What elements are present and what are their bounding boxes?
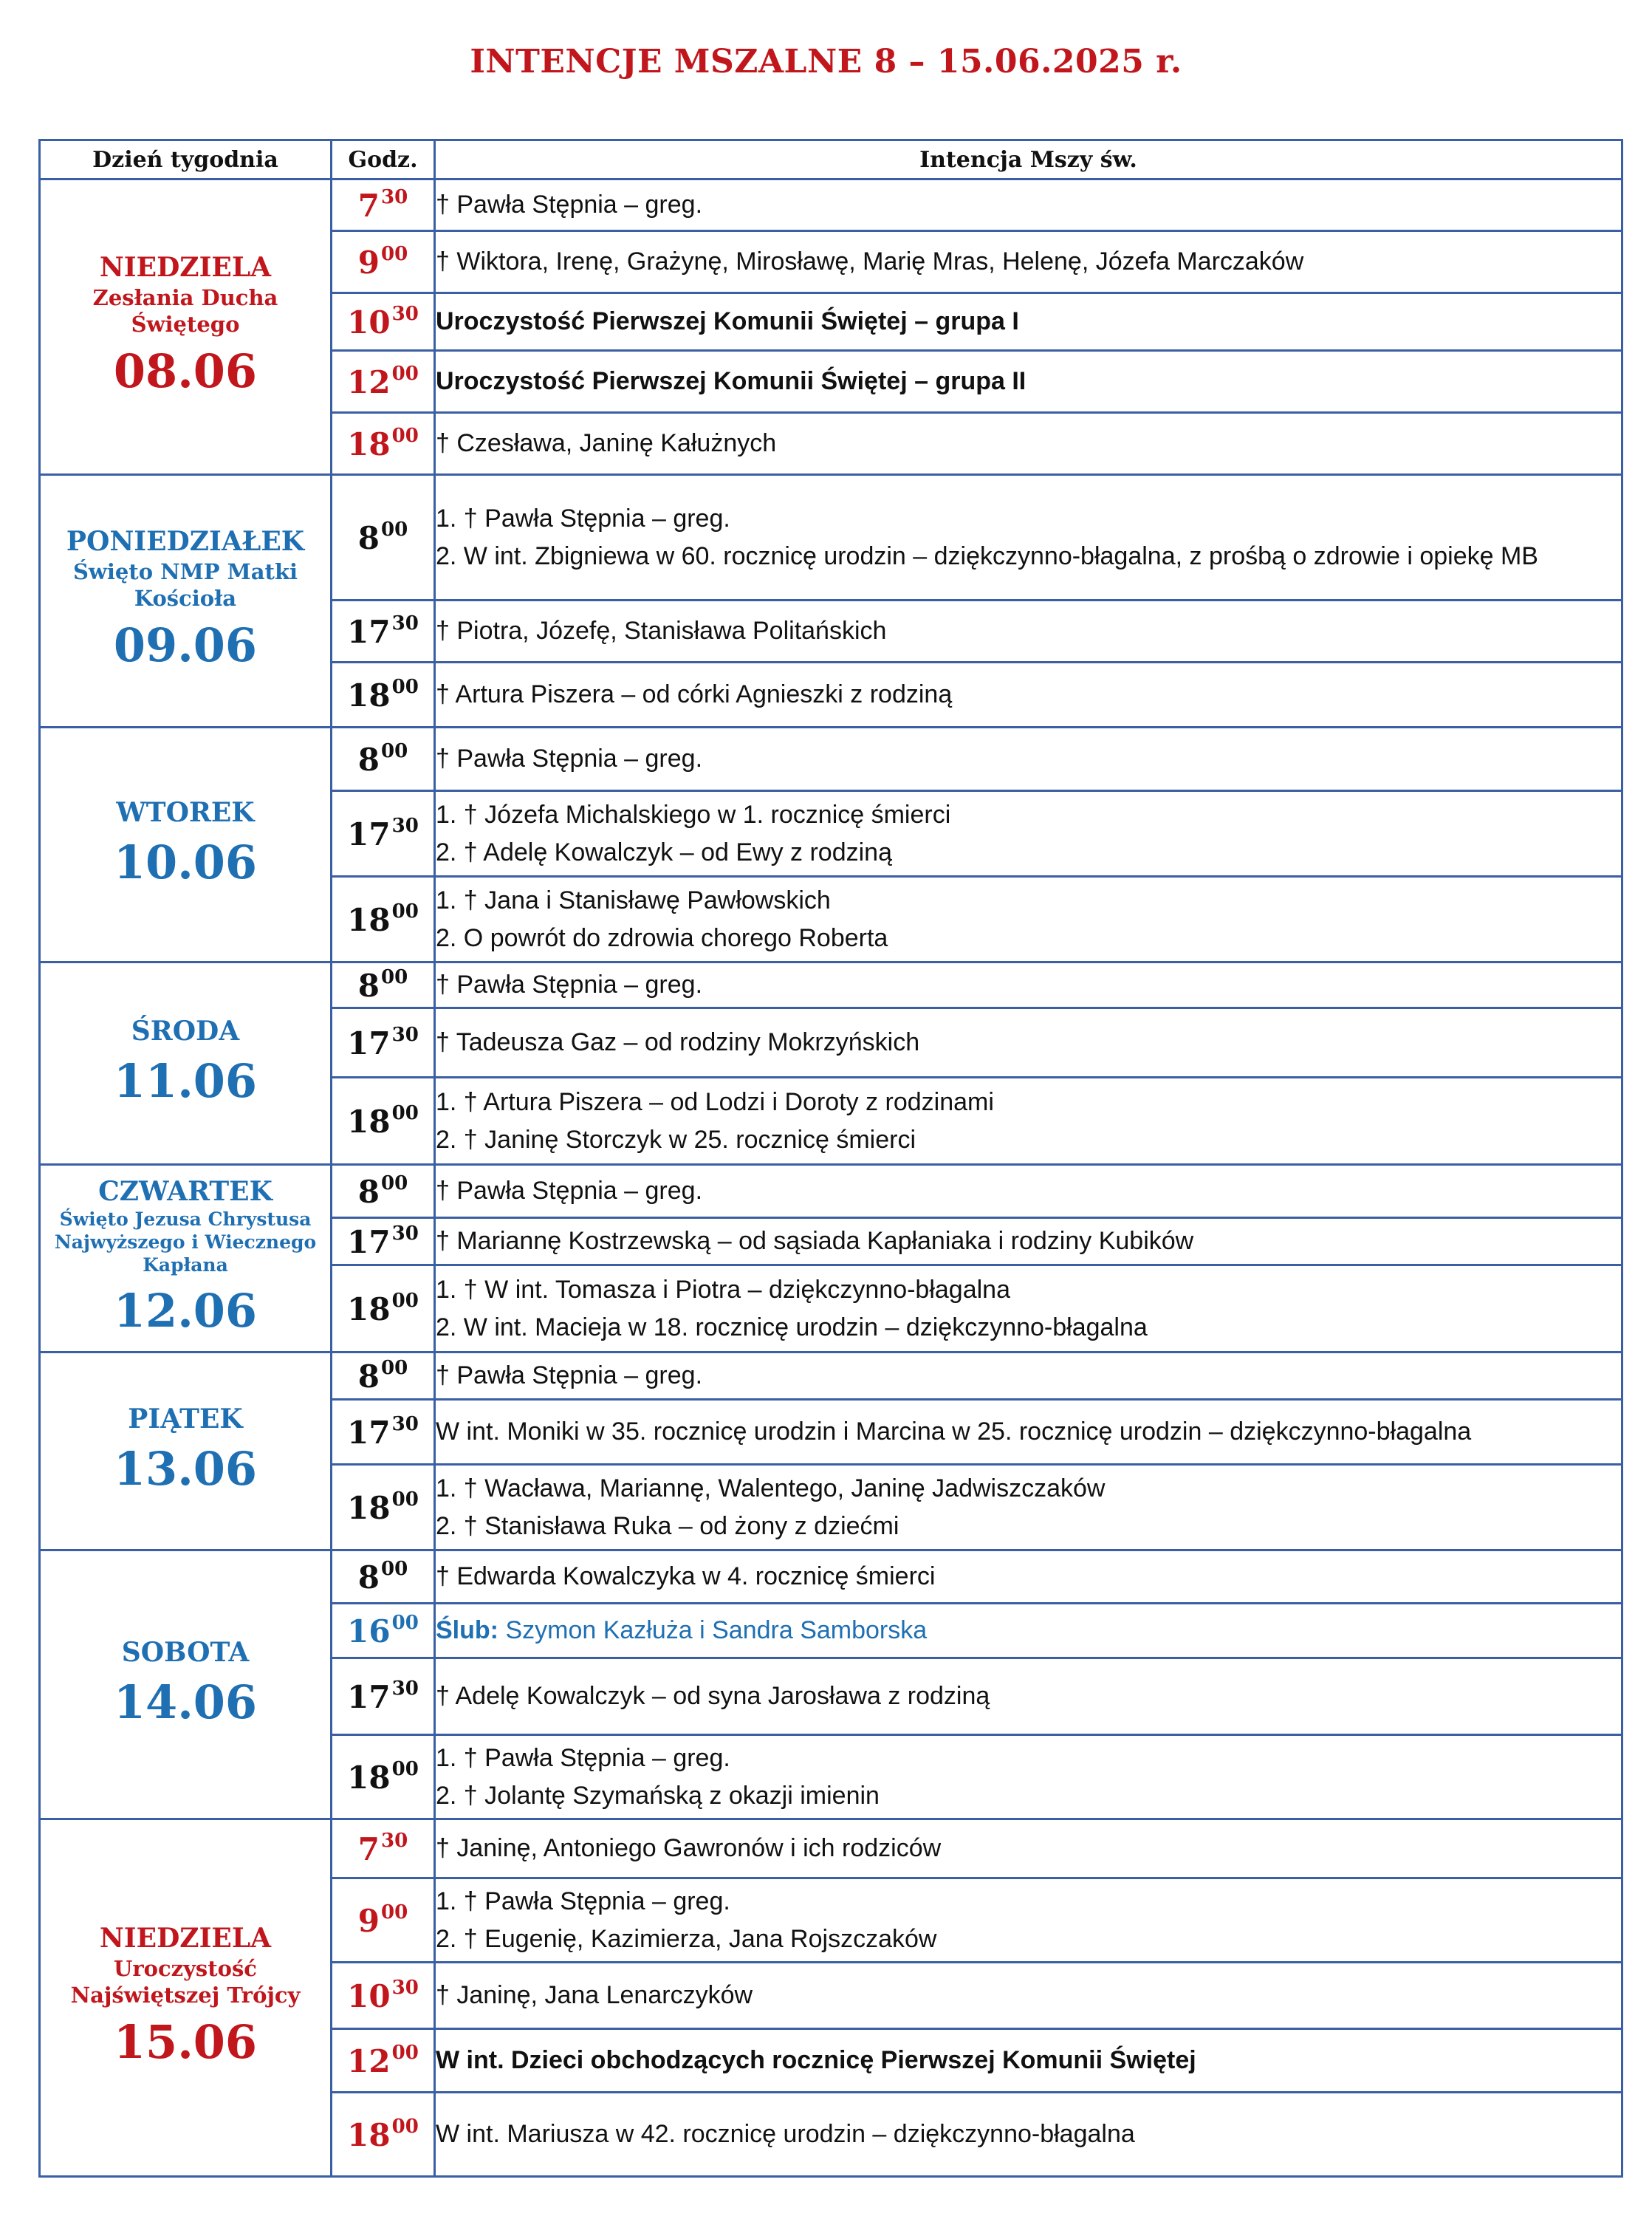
mass-time bbox=[332, 1078, 435, 1165]
mass-hour: 17 bbox=[347, 1224, 391, 1260]
mass-hour: 18 bbox=[347, 1291, 391, 1327]
mass-minute: 00 bbox=[391, 2042, 419, 2064]
mass-time bbox=[332, 1963, 435, 2029]
mass-intention bbox=[435, 179, 1622, 231]
day-cell bbox=[40, 179, 332, 475]
day-date: 13.06 bbox=[113, 1441, 258, 1496]
intention-line: † Janinę, Antoniego Gawronów i ich rodziców bbox=[436, 1834, 942, 1862]
mass-hour: 7 bbox=[357, 188, 380, 224]
intention-line: 1. † Pawła Stępnia – greg. bbox=[436, 1743, 730, 1772]
mass-minute: 30 bbox=[391, 815, 419, 837]
intention-line: 1. † Pawła Stępnia – greg. bbox=[436, 504, 730, 533]
mass-hour: 8 bbox=[357, 968, 380, 1004]
header-time: Godz. bbox=[332, 140, 435, 179]
intention-line: Uroczystość Pierwszej Komunii Świętej – grupa I bbox=[436, 307, 1019, 335]
day-cell bbox=[40, 1550, 332, 1819]
mass-minute: 00 bbox=[381, 1558, 408, 1580]
intention-line: † Mariannę Kostrzewską – od sąsiada Kapłaniaka i rodziny Kubików bbox=[436, 1227, 1194, 1255]
intention-line: 1. † Artura Piszera – od Lodzi i Doroty z rodzinami bbox=[436, 1087, 994, 1116]
mass-minute: 00 bbox=[391, 2116, 419, 2138]
mass-time bbox=[332, 962, 435, 1008]
mass-hour: 18 bbox=[347, 2117, 391, 2153]
mass-time bbox=[332, 1352, 435, 1400]
mass-hour: 17 bbox=[347, 1415, 391, 1451]
mass-row bbox=[40, 475, 1622, 601]
mass-hour: 8 bbox=[357, 520, 380, 556]
mass-minute: 00 bbox=[381, 1172, 408, 1194]
mass-time bbox=[332, 351, 435, 413]
mass-time bbox=[332, 1400, 435, 1465]
mass-intention bbox=[435, 1465, 1622, 1550]
intention-line: W int. Moniki w 35. rocznicę urodzin i Marcina w 25. rocznicę urodzin – dziękczynno-błagalna bbox=[436, 1418, 1472, 1446]
page-title bbox=[0, 43, 1652, 81]
mass-time bbox=[332, 1265, 435, 1352]
mass-time bbox=[332, 728, 435, 791]
mass-row bbox=[40, 179, 1622, 231]
intention-line: † Czesława, Janinę Kałużnych bbox=[436, 429, 777, 457]
day-feast: Najwyższego i Wiecznego bbox=[54, 1231, 317, 1254]
intention-line: 1. † Wacława, Mariannę, Walentego, Janinę Jadwiszczaków bbox=[436, 1474, 1106, 1502]
mass-time bbox=[332, 663, 435, 728]
day-date: 15.06 bbox=[113, 2015, 258, 2070]
day-name: SOBOTA bbox=[121, 1636, 250, 1668]
mass-row bbox=[40, 1819, 1622, 1878]
day-feast: Kapłana bbox=[143, 1254, 228, 1276]
mass-intention bbox=[435, 877, 1622, 962]
mass-minute: 00 bbox=[391, 363, 419, 385]
mass-minute: 30 bbox=[381, 186, 408, 208]
day-date: 11.06 bbox=[113, 1053, 258, 1108]
wedding-names: Szymon Kazłuża i Sandra Samborska bbox=[505, 1616, 928, 1644]
mass-time bbox=[332, 877, 435, 962]
intention-line: 2. W int. Zbigniewa w 60. rocznicę urodzin – dziękczynno-błagalna, z prośbą o zdrowie i opiekę MB bbox=[436, 541, 1538, 570]
day-name: WTOREK bbox=[116, 796, 255, 828]
mass-time bbox=[332, 791, 435, 877]
intention-line: Uroczystość Pierwszej Komunii Świętej – grupa II bbox=[436, 367, 1026, 395]
day-cell bbox=[40, 728, 332, 962]
mass-intention bbox=[435, 2029, 1622, 2093]
mass-minute: 00 bbox=[391, 1612, 419, 1634]
intention-line: † Pawła Stępnia – greg. bbox=[436, 745, 703, 773]
intention-line: † Janinę, Jana Lenarczyków bbox=[436, 1981, 753, 2009]
day-date: 09.06 bbox=[113, 618, 258, 673]
mass-intention bbox=[435, 1878, 1622, 1963]
mass-hour: 8 bbox=[357, 1174, 380, 1210]
mass-time bbox=[332, 1218, 435, 1265]
mass-intention bbox=[435, 231, 1622, 293]
header-intent: Intencja Mszy św. bbox=[435, 140, 1622, 179]
mass-minute: 00 bbox=[391, 676, 419, 698]
mass-hour: 9 bbox=[357, 1903, 380, 1939]
mass-time bbox=[332, 1550, 435, 1604]
mass-row bbox=[40, 962, 1622, 1008]
mass-minute: 00 bbox=[391, 425, 419, 447]
mass-time bbox=[332, 293, 435, 351]
mass-hour: 10 bbox=[347, 304, 391, 341]
intention-line: † Wiktora, Irenę, Grażynę, Mirosławę, Marię Mras, Helenę, Józefa Marczaków bbox=[436, 247, 1304, 276]
mass-intention bbox=[435, 601, 1622, 663]
mass-hour: 9 bbox=[357, 244, 380, 281]
intention-line: † Piotra, Józefę, Stanisława Politańskich bbox=[436, 617, 887, 645]
day-date: 10.06 bbox=[113, 835, 258, 889]
intention-line: 1. † Pawła Stępnia – greg. bbox=[436, 1887, 730, 1915]
mass-intention bbox=[435, 1735, 1622, 1819]
intention-line: 2. O powrót do zdrowia chorego Roberta bbox=[436, 923, 888, 952]
mass-time bbox=[332, 2029, 435, 2093]
day-name: NIEDZIELA bbox=[99, 252, 272, 284]
day-feast: Świętego bbox=[131, 311, 240, 337]
mass-row bbox=[40, 1550, 1622, 1604]
mass-minute: 30 bbox=[391, 1977, 419, 1999]
mass-hour: 8 bbox=[357, 742, 380, 778]
mass-hour: 12 bbox=[347, 364, 391, 400]
schedule-body bbox=[40, 179, 1622, 2177]
mass-intention bbox=[435, 1165, 1622, 1218]
day-name: CZWARTEK bbox=[98, 1175, 273, 1207]
day-date: 14.06 bbox=[113, 1675, 258, 1729]
day-name: PONIEDZIAŁEK bbox=[66, 526, 305, 558]
mass-intention bbox=[435, 2093, 1622, 2177]
mass-minute: 00 bbox=[381, 740, 408, 762]
intention-line: 2. † Jolantę Szymańską z okazji imienin bbox=[436, 1781, 880, 1810]
mass-hour: 18 bbox=[347, 1760, 391, 1796]
intention-line: W int. Mariusza w 42. rocznicę urodzin – dziękczynno-błagalna bbox=[436, 2120, 1135, 2148]
mass-intention bbox=[435, 1352, 1622, 1400]
mass-row bbox=[40, 1165, 1622, 1218]
mass-intention bbox=[435, 1550, 1622, 1604]
intention-line: † Edwarda Kowalczyka w 4. rocznicę śmierci bbox=[436, 1562, 936, 1590]
mass-minute: 00 bbox=[391, 900, 419, 923]
mass-hour: 17 bbox=[347, 816, 391, 852]
intention-line: † Adelę Kowalczyk – od syna Jarosława z rodziną bbox=[436, 1682, 990, 1710]
mass-hour: 17 bbox=[347, 614, 391, 650]
mass-intention bbox=[435, 1265, 1622, 1352]
intention-line: 2. † Janinę Storczyk w 25. rocznicę śmierci bbox=[436, 1125, 916, 1154]
mass-minute: 00 bbox=[391, 1102, 419, 1124]
day-name: NIEDZIELA bbox=[99, 1923, 272, 1955]
day-cell bbox=[40, 962, 332, 1165]
mass-intention bbox=[435, 1963, 1622, 2029]
mass-time bbox=[332, 1658, 435, 1735]
mass-hour: 18 bbox=[347, 1104, 391, 1140]
mass-intention bbox=[435, 475, 1622, 601]
mass-schedule-table bbox=[38, 139, 1623, 2178]
mass-hour: 18 bbox=[347, 677, 391, 714]
intention-line: † Pawła Stępnia – greg. bbox=[436, 191, 703, 219]
mass-minute: 30 bbox=[391, 303, 419, 325]
intention-line: † Pawła Stępnia – greg. bbox=[436, 971, 703, 999]
mass-minute: 30 bbox=[391, 1413, 419, 1435]
day-cell bbox=[40, 475, 332, 728]
mass-intention bbox=[435, 663, 1622, 728]
day-feast: Najświętszej Trójcy bbox=[70, 1982, 301, 2008]
mass-time bbox=[332, 475, 435, 601]
day-feast: Kościoła bbox=[134, 585, 237, 611]
mass-time bbox=[332, 1008, 435, 1078]
mass-hour: 17 bbox=[347, 1679, 391, 1715]
day-name: PIĄTEK bbox=[128, 1403, 243, 1434]
intention-line: † Tadeusza Gaz – od rodziny Mokrzyńskich bbox=[436, 1028, 920, 1056]
day-feast: Święto NMP Matki bbox=[72, 558, 298, 584]
intention-line: 1. † W int. Tomasza i Piotra – dziękczynno-błagalna bbox=[436, 1275, 1010, 1304]
table-header-row bbox=[40, 140, 1622, 179]
mass-intention bbox=[435, 1008, 1622, 1078]
mass-row bbox=[40, 1352, 1622, 1400]
mass-minute: 30 bbox=[381, 1830, 408, 1852]
mass-intention bbox=[435, 1604, 1622, 1658]
mass-minute: 30 bbox=[391, 1678, 419, 1700]
day-cell bbox=[40, 1819, 332, 2177]
mass-hour: 8 bbox=[357, 1358, 380, 1395]
mass-minute: 00 bbox=[381, 1901, 408, 1923]
mass-intention bbox=[435, 1400, 1622, 1465]
mass-minute: 00 bbox=[381, 519, 408, 541]
mass-time bbox=[332, 601, 435, 663]
mass-hour: 10 bbox=[347, 1978, 391, 2014]
intention-line: 1. † Józefa Michalskiego w 1. rocznicę śmierci bbox=[436, 800, 951, 829]
mass-hour: 8 bbox=[357, 1559, 380, 1596]
mass-row bbox=[40, 728, 1622, 791]
mass-intention bbox=[435, 1218, 1622, 1265]
mass-minute: 00 bbox=[391, 1758, 419, 1780]
mass-time bbox=[332, 1165, 435, 1218]
mass-intention bbox=[435, 413, 1622, 475]
day-cell bbox=[40, 1165, 332, 1352]
mass-intention bbox=[435, 728, 1622, 791]
intention-line: 2. † Eugenię, Kazimierza, Jana Rojszczaków bbox=[436, 1924, 937, 1953]
mass-time bbox=[332, 179, 435, 231]
mass-time bbox=[332, 1878, 435, 1963]
wedding-label: Ślub: bbox=[436, 1616, 498, 1644]
day-feast: Uroczystość bbox=[114, 1955, 257, 1981]
mass-hour: 18 bbox=[347, 902, 391, 938]
mass-time bbox=[332, 1819, 435, 1878]
mass-time bbox=[332, 1604, 435, 1658]
header-day: Dzień tygodnia bbox=[40, 140, 332, 179]
title-main: INTENCJE MSZALNE bbox=[470, 43, 863, 81]
mass-intention bbox=[435, 1819, 1622, 1878]
intention-line: † Artura Piszera – od córki Agnieszki z rodziną bbox=[436, 680, 953, 708]
mass-hour: 12 bbox=[347, 2043, 391, 2079]
day-cell bbox=[40, 1352, 332, 1550]
intention-line: 2. † Stanisława Ruka – od żony z dziećmi bbox=[436, 1511, 899, 1540]
mass-hour: 18 bbox=[347, 426, 391, 462]
day-feast: Zesłania Ducha bbox=[92, 284, 278, 310]
mass-minute: 00 bbox=[381, 1357, 408, 1379]
mass-minute: 00 bbox=[391, 1488, 419, 1511]
mass-intention bbox=[435, 1658, 1622, 1735]
mass-intention bbox=[435, 962, 1622, 1008]
mass-hour: 16 bbox=[347, 1613, 391, 1649]
mass-hour: 17 bbox=[347, 1025, 391, 1061]
intention-line: † Pawła Stępnia – greg. bbox=[436, 1177, 703, 1205]
intention-line: 2. † Adelę Kowalczyk – od Ewy z rodziną bbox=[436, 838, 892, 866]
mass-intention bbox=[435, 351, 1622, 413]
mass-minute: 00 bbox=[391, 1290, 419, 1312]
mass-hour: 18 bbox=[347, 1490, 391, 1526]
mass-time bbox=[332, 413, 435, 475]
title-dates: 8 – 15.06.2025 r. bbox=[874, 43, 1182, 81]
intention-line: W int. Dzieci obchodzących rocznicę Pierwszej Komunii Świętej bbox=[436, 2046, 1196, 2074]
mass-minute: 00 bbox=[381, 966, 408, 988]
mass-intention bbox=[435, 791, 1622, 877]
mass-minute: 30 bbox=[391, 1222, 419, 1245]
day-date: 08.06 bbox=[113, 344, 258, 399]
intention-line: † Pawła Stępnia – greg. bbox=[436, 1361, 703, 1389]
mass-time bbox=[332, 2093, 435, 2177]
mass-minute: 30 bbox=[391, 1024, 419, 1046]
mass-minute: 30 bbox=[391, 612, 419, 635]
mass-minute: 00 bbox=[381, 243, 408, 265]
mass-time bbox=[332, 231, 435, 293]
mass-intention bbox=[435, 1078, 1622, 1165]
day-name: ŚRODA bbox=[131, 1015, 240, 1047]
mass-intention bbox=[435, 293, 1622, 351]
intention-line: 2. W int. Macieja w 18. rocznicę urodzin – dziękczynno-błagalna bbox=[436, 1313, 1148, 1341]
mass-time bbox=[332, 1465, 435, 1550]
intention-line: 1. † Jana i Stanisławę Pawłowskich bbox=[436, 886, 831, 914]
day-date: 12.06 bbox=[113, 1283, 258, 1338]
mass-time bbox=[332, 1735, 435, 1819]
mass-hour: 7 bbox=[357, 1831, 380, 1867]
day-feast: Święto Jezusa Chrystusa bbox=[59, 1208, 312, 1230]
